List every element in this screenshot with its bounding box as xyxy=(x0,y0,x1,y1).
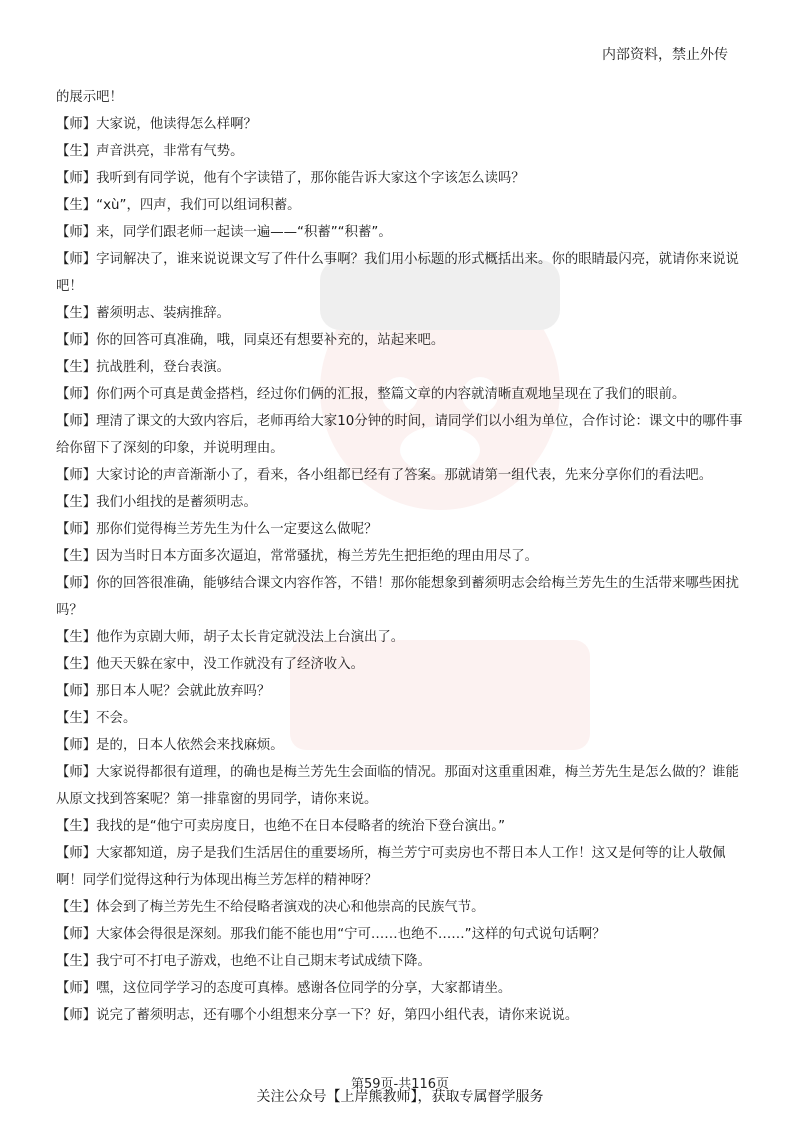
paragraph: 【师】我听到有同学说，他有个字读错了，那你能告诉大家这个字该怎么读吗？ xyxy=(56,171,525,186)
paragraph: 【师】大家都知道，房子是我们生活居住的重要场所，梅兰芳宁可卖房也不帮日本人工作！这又是何等的让人敬佩啊！同学们觉得这种行为体现出梅兰芳怎样的精神呀？ xyxy=(56,846,726,888)
paragraph: 【师】你的回答很准确，能够结合课文内容作答，不错！那你能想象到蓄须明志会给梅兰芳先生的生活带来哪些困扰吗？ xyxy=(56,576,739,618)
paragraph: 【生】我们小组找的是蓄须明志。 xyxy=(56,495,257,510)
paragraph: 【师】字词解决了，谁来说说课文写了件什么事啊？我们用小标题的形式概括出来。你的眼睛最闪亮，就请你来说说吧！ xyxy=(56,252,739,294)
paragraph: 【生】我找的是“他宁可卖房度日，也绝不在日本侵略者的统治下登台演出。” xyxy=(56,819,506,834)
paragraph: 【师】理清了课文的大致内容后，老师再给大家10分钟的时间，请同学们以小组为单位，合作讨论：课文中的哪件事给你留下了深刻的印象，并说明理由。 xyxy=(56,414,743,456)
paragraph: 【生】体会到了梅兰芳先生不给侵略者演戏的决心和他崇高的民族气节。 xyxy=(56,900,485,915)
header-confidential-note: 内部资料，禁止外传 xyxy=(602,47,728,63)
paragraph: 【师】那日本人呢？会就此放弃吗？ xyxy=(56,684,271,699)
paragraph: 【生】蓄须明志、装病推辞。 xyxy=(56,306,231,321)
footer-promo-text: 关注公众号【上岸熊教师】，获取专属督学服务 xyxy=(256,1089,544,1105)
paragraph: 【师】你的回答可真准确，哦，同桌还有想要补充的，站起来吧。 xyxy=(56,333,445,348)
paragraph: 【生】声音洪亮，非常有气势。 xyxy=(56,144,244,159)
paragraph: 【师】大家体会得很是深刻。那我们能不能也用“宁可……也绝不……”这样的句式说句话啊？ xyxy=(56,927,606,942)
paragraph: 【生】不会。 xyxy=(56,711,137,726)
paragraph: 【生】抗战胜利，登台表演。 xyxy=(56,360,231,375)
paragraph: 【师】大家说得都很有道理，的确也是梅兰芳先生会面临的情况。那面对这重重困难，梅兰芳先生是怎么做的？谁能从原文找到答案呢？第一排靠窗的男同学，请你来说。 xyxy=(56,765,739,807)
paragraph: 【生】他天天躲在家中，没工作就没有了经济收入。 xyxy=(56,657,364,672)
paragraph: 【生】“xù”，四声，我们可以组词积蓄。 xyxy=(56,198,301,213)
page-number: 第59页-共116页 xyxy=(350,1077,450,1092)
paragraph: 的展示吧！ xyxy=(56,90,123,105)
paragraph: 【生】因为当时日本方面多次逼迫，常常骚扰，梅兰芳先生把拒绝的理由用尽了。 xyxy=(56,549,539,564)
paragraph: 【师】来，同学们跟老师一起读一遍——“积蓄”“积蓄”。 xyxy=(56,225,392,240)
paragraph: 【生】他作为京剧大师，胡子太长肯定就没法上台演出了。 xyxy=(56,630,405,645)
paragraph: 【师】那你们觉得梅兰芳先生为什么一定要这么做呢？ xyxy=(56,522,378,537)
paragraph: 【生】我宁可不打电子游戏，也绝不让自己期末考试成绩下降。 xyxy=(56,954,431,969)
paragraph: 【师】是的，日本人依然会来找麻烦。 xyxy=(56,738,284,753)
paragraph: 【师】嘿，这位同学学习的态度可真棒。感谢各位同学的分享，大家都请坐。 xyxy=(56,981,512,996)
lesson-transcript xyxy=(56,84,746,1029)
paragraph: 【师】你们两个可真是黄金搭档，经过你们俩的汇报，整篇文章的内容就清晰直观地呈现在了我们的眼前。 xyxy=(56,387,686,402)
paragraph: 【师】说完了蓄须明志，还有哪个小组想来分享一下？好，第四小组代表，请你来说说。 xyxy=(56,1008,579,1023)
paragraph: 【师】大家说，他读得怎么样啊？ xyxy=(56,117,257,132)
paragraph: 【师】大家讨论的声音渐渐小了，看来，各小组都已经有了答案。那就请第一组代表，先来分享你们的看法吧。 xyxy=(56,468,713,483)
